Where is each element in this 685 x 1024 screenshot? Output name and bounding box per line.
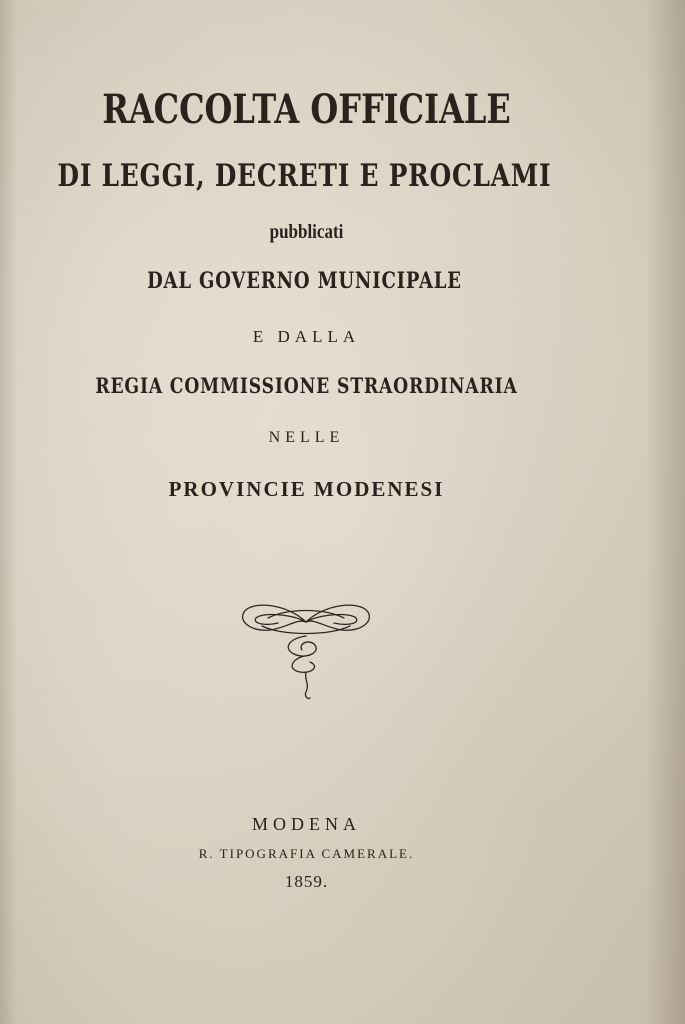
imprint-year: 1859. [284, 872, 329, 891]
published-label: pubblicati [269, 221, 344, 243]
title-line-1: RACCOLTA OFFICIALE [102, 86, 511, 133]
flourish-ornament-icon [238, 596, 374, 702]
title-line-2: DI LEGGI, DECRETI E PROCLAMI [57, 158, 552, 194]
imprint-city: MODENA [252, 814, 361, 834]
in-the-line: NELLE [268, 429, 345, 446]
municipal-government-line: DAL GOVERNO MUNICIPALE [147, 268, 462, 294]
provinces-line: PROVINCIE MODENESI [168, 477, 445, 501]
and-from-line: E DALLA [252, 327, 361, 346]
imprint-printer: R. TIPOGRAFIA CAMERALE. [198, 846, 415, 861]
royal-commission-line: REGIA COMMISSIONE STRAORDINARIA [95, 373, 518, 398]
